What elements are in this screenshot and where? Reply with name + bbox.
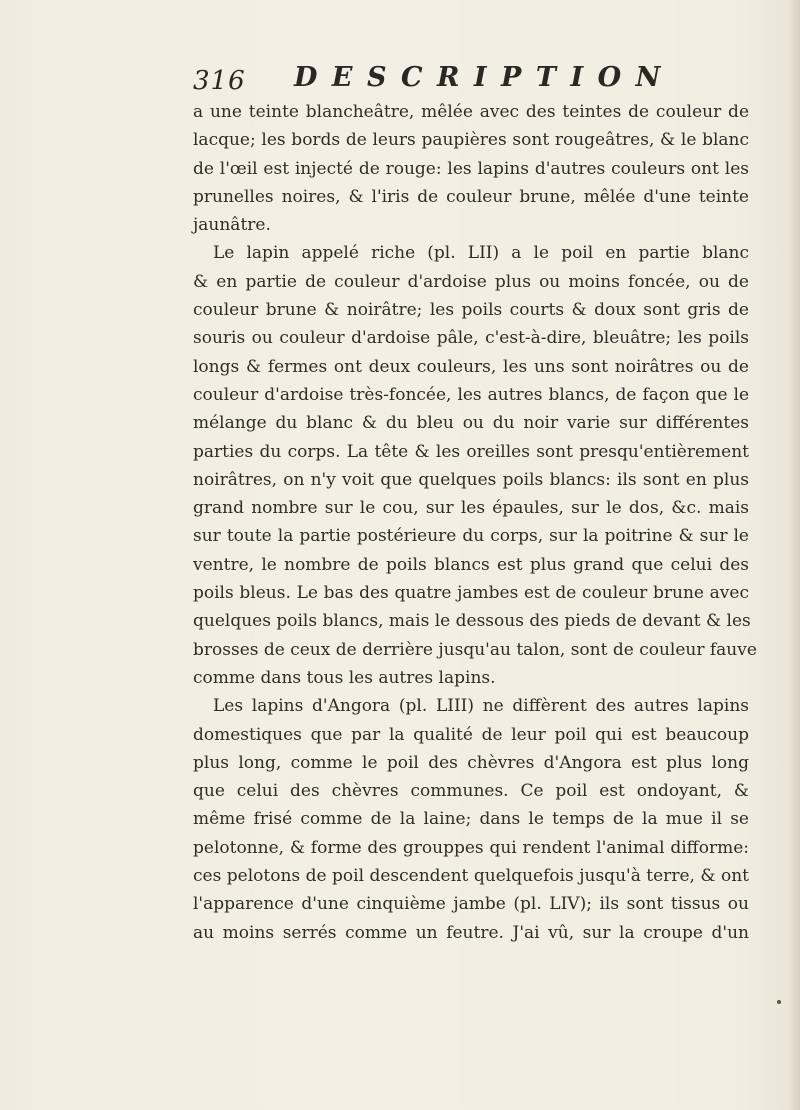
text-line: souris ou couleur d'ardoise pâle, c'est-à-dire, bleuâtre; les poils bbox=[193, 328, 749, 349]
page-edge-shadow bbox=[788, 0, 800, 1110]
text-line: lacque; les bords de leurs paupières sont rougeâtres, & le blanc bbox=[193, 130, 749, 151]
text-line: Les lapins d'Angora (pl. LIII) ne diffèrent des autres lapins bbox=[213, 696, 749, 717]
text-line: de l'œil est injecté de rouge: les lapins d'autres couleurs ont les bbox=[193, 158, 749, 179]
text-line: plus long, comme le poil des chèvres d'Angora est plus long bbox=[193, 752, 749, 773]
text-line: ces pelotons de poil descendent quelquefois jusqu'à terre, & ont bbox=[193, 866, 749, 887]
body-text bbox=[193, 98, 757, 947]
text-line: que celui des chèvres communes. Ce poil est ondoyant, & bbox=[193, 781, 749, 802]
text-line: quelques poils blancs, mais le dessous des pieds de devant & les bbox=[193, 611, 751, 632]
ink-speck bbox=[777, 1000, 781, 1004]
text-line: l'apparence d'une cinquième jambe (pl. LIV); ils sont tissus ou bbox=[193, 894, 749, 915]
page-number: 316 bbox=[193, 66, 246, 96]
text-line: a une teinte blanchеâtre, mêlée avec des teintes de couleur de bbox=[193, 102, 749, 122]
text-line: même frisé comme de la laine; dans le temps de la mue il se bbox=[193, 809, 749, 830]
text-line: jaunâtre. bbox=[193, 215, 271, 236]
text-line: ventre, le nombre de poils blancs est plus grand que celui des bbox=[193, 554, 749, 575]
page-header bbox=[193, 62, 745, 102]
text-line: au moins serrés comme un feutre. J'ai vû, sur la croupe d'un bbox=[193, 922, 749, 943]
text-line: longs & fermes ont deux couleurs, les uns sont noirâtres ou de bbox=[193, 356, 749, 377]
text-line: couleur d'ardoise très-foncée, les autres blancs, de façon que le bbox=[193, 384, 749, 405]
text-line: Le lapin appelé riche (pl. LII) a le poil en partie blanc bbox=[213, 243, 749, 264]
text-line: noirâtres, on n'y voit que quelques poils blancs: ils sont en plus bbox=[193, 469, 749, 490]
running-head: DESCRIPTION bbox=[294, 62, 675, 93]
text-line: couleur brune & noirâtre; les poils courts & doux sont gris de bbox=[193, 300, 749, 321]
text-line: sur toute la partie postérieure du corps, sur la poitrine & sur le bbox=[193, 526, 749, 547]
text-line: comme dans tous les autres lapins. bbox=[193, 667, 496, 688]
text-line: prunelles noires, & l'iris de couleur brune, mêlée d'une teinte bbox=[193, 186, 749, 207]
text-line: parties du corps. La tête & les oreilles sont presqu'entièrement bbox=[193, 441, 749, 462]
text-line: brosses de ceux de derrière jusqu'au talon, sont de couleur fauve bbox=[193, 639, 757, 660]
text-line: domestiques que par la qualité de leur poil qui est beaucoup bbox=[193, 724, 749, 745]
text-line: mélange du blanc & du bleu ou du noir varie sur différentes bbox=[193, 413, 749, 434]
text-line: grand nombre sur le cou, sur les épaules, sur le dos, &c. mais bbox=[193, 498, 749, 519]
text-line: pelotonne, & forme des grouppes qui rendent l'animal difforme: bbox=[193, 837, 749, 858]
text-line: poils bleus. Le bas des quatre jambes est de couleur brune avec bbox=[193, 583, 749, 604]
text-line: & en partie de couleur d'ardoise plus ou moins foncée, ou de bbox=[193, 271, 749, 292]
